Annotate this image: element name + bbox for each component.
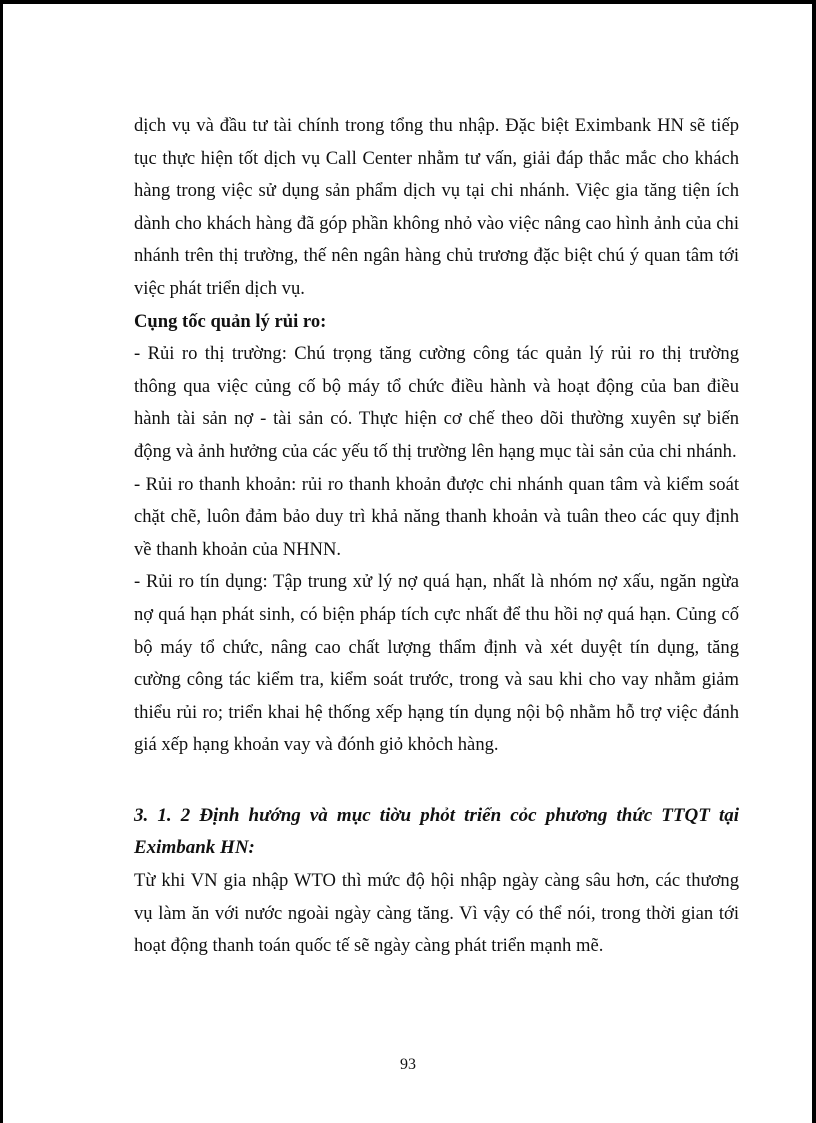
page-border-top xyxy=(0,0,816,4)
liquidity-risk-paragraph: - Rủi ro thanh khoản: rủi ro thanh khoản được chi nhánh quan tâm và kiểm soát chặt chẽ, luôn đảm bảo duy trì khả năng thanh khoản và tuân theo các quy định về thanh khoản của NHNN. xyxy=(134,473,739,560)
document-body xyxy=(134,110,739,963)
page-border-right xyxy=(812,0,816,1123)
risk-management-heading: Cụng tốc quản lý rủi ro: xyxy=(134,310,327,332)
page-border-left xyxy=(0,0,3,1123)
section-heading: 3. 1. 2 Định hướng và mục tiờu phỏt triển cỏc phương thức TTQT tại Eximbank HN: xyxy=(134,804,739,859)
page-number: 93 xyxy=(400,1056,416,1073)
intro-paragraph: dịch vụ và đầu tư tài chính trong tổng thu nhập. Đặc biệt Eximbank HN sẽ tiếp tục thực hiện tốt dịch vụ Call Center nhằm tư vấn, giải đáp thắc mắc cho khách hàng trong việc sử dụng sản phẩm dịch vụ tại chi nhánh. Việc gia tăng tiện ích dành cho khách hàng đã góp phần không nhỏ vào việc nâng cao hình ảnh của chi nhánh trên thị trường, thế nên ngân hàng chủ trương đặc biệt chú ý quan tâm tới việc phát triển dịch vụ. xyxy=(134,115,739,299)
section-body-paragraph: Từ khi VN gia nhập WTO thì mức độ hội nhập ngày càng sâu hơn, các thương vụ làm ăn với nước ngoài ngày càng tăng. Vì vậy có thể nói, trong thời gian tới hoạt động thanh toán quốc tế sẽ ngày càng phát triển mạnh mẽ. xyxy=(134,870,739,957)
market-risk-paragraph: - Rủi ro thị trường: Chú trọng tăng cường công tác quản lý rủi ro thị trường thông qua việc củng cố bộ máy tổ chức điều hành và hoạt động của ban điều hành tài sản nợ - tài sản có. Thực hiện cơ chế theo dõi thường xuyên sự biến động và ảnh hưởng của các yếu tố thị trường lên hạng mục tài sản của chi nhánh. xyxy=(134,343,739,462)
credit-risk-paragraph: - Rủi ro tín dụng: Tập trung xử lý nợ quá hạn, nhất là nhóm nợ xấu, ngăn ngừa nợ quá hạn phát sinh, có biện pháp tích cực nhất để thu hồi nợ quá hạn. Củng cố bộ máy tổ chức, nâng cao chất lượng thẩm định và xét duyệt tín dụng, tăng cường công tác kiểm tra, kiểm soát trước, trong và sau khi cho vay nhằm giảm thiểu rủi ro; triển khai hệ thống xếp hạng tín dụng nội bộ nhằm hỗ trợ việc đánh giá xếp hạng khoản vay và đónh giỏ khỏch hàng. xyxy=(134,571,739,756)
